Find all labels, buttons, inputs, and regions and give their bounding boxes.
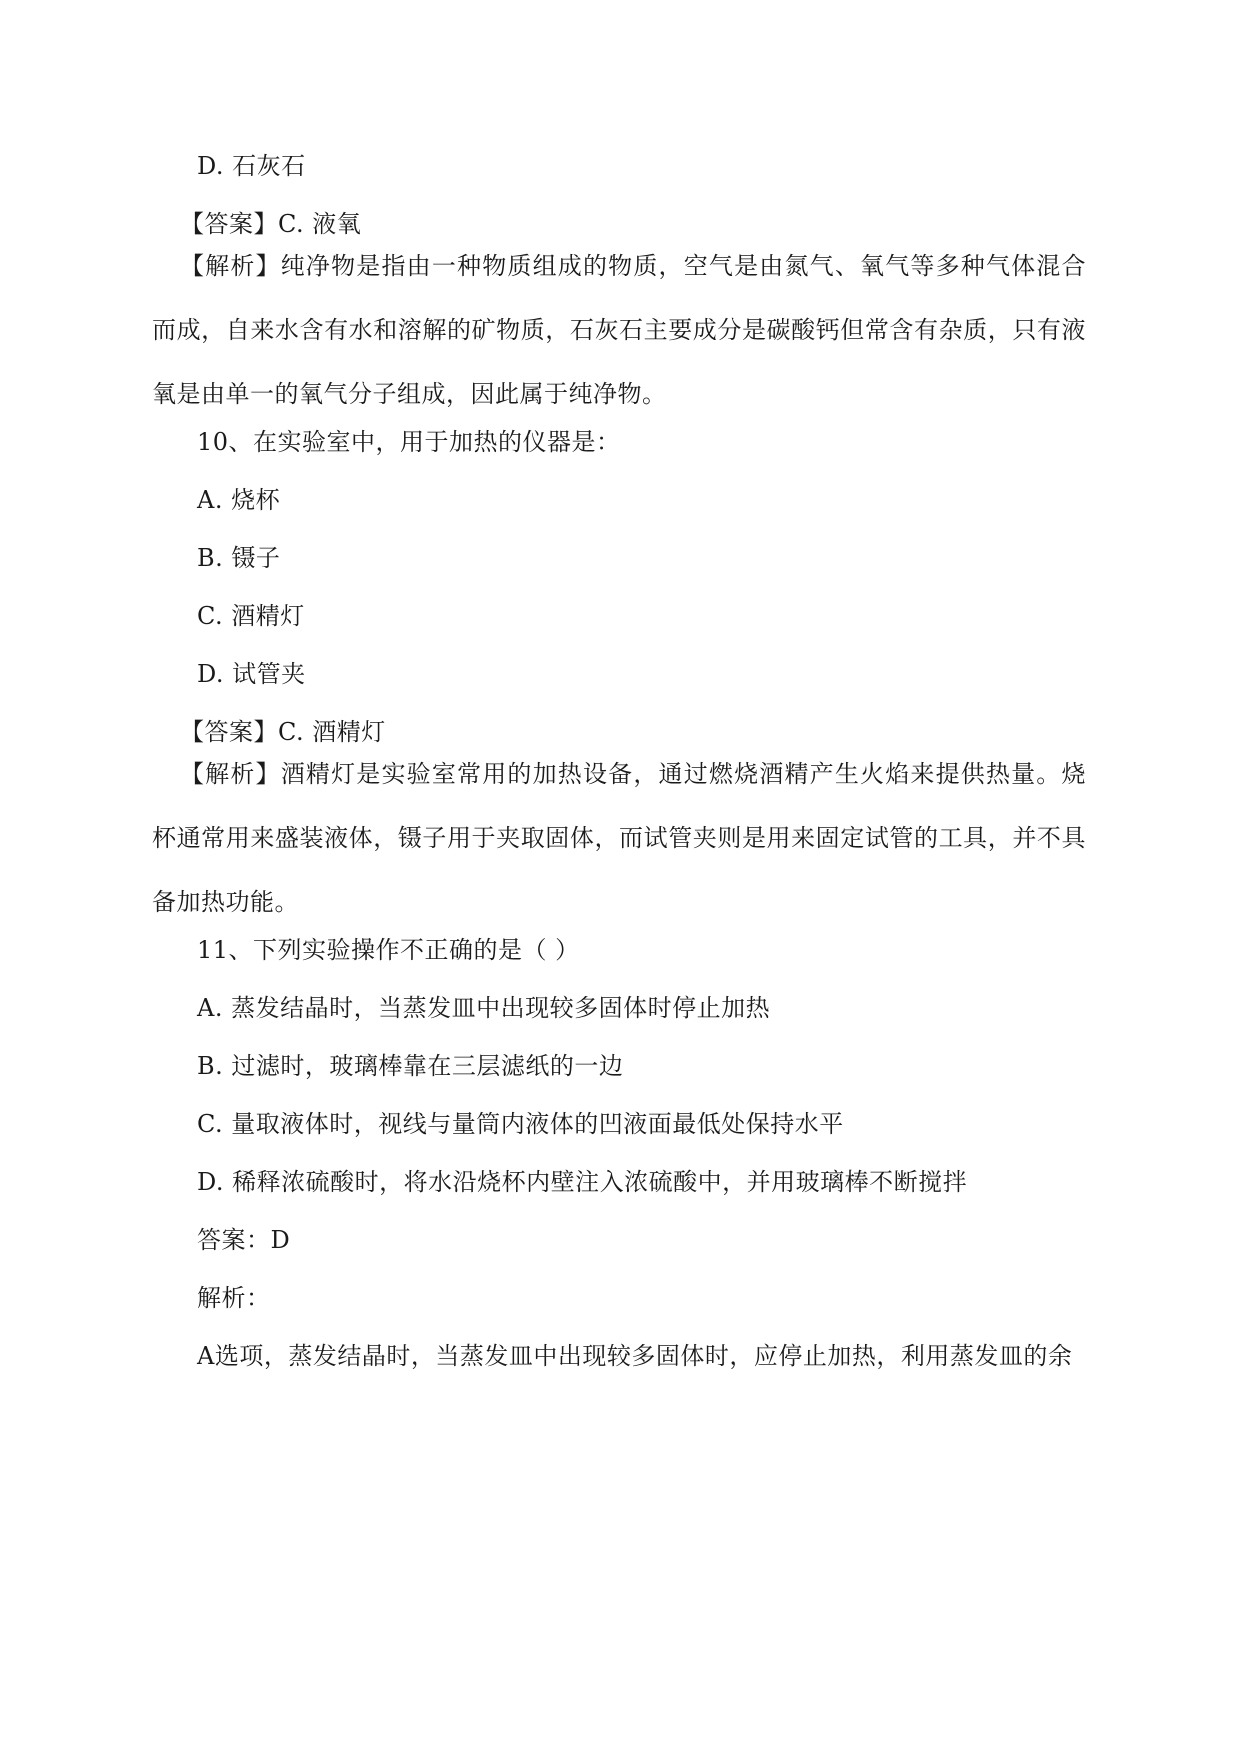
q11-analysis-label: 解析：	[197, 1284, 271, 1312]
q10-option-d: D. 试管夹	[197, 660, 306, 688]
q11-analysis-option-a: A选项，蒸发结晶时，当蒸发皿中出现较多固体时，应停止加热，利用蒸发皿的余	[197, 1342, 1073, 1370]
q10-analysis: 【解析】酒精灯是实验室常用的加热设备，通过燃烧酒精产生火焰来提供热量。烧杯通常用来盛装液体，镊子用于夹取固体，而试管夹则是用来固定试管的工具，并不具备加热功能。	[152, 760, 1086, 916]
q10-stem: 10、在实验室中，用于加热的仪器是：	[197, 428, 621, 456]
q11-option-d: D. 稀释浓硫酸时，将水沿烧杯内壁注入浓硫酸中，并用玻璃棒不断搅拌	[197, 1168, 968, 1196]
q10-option-b: B. 镊子	[197, 544, 281, 572]
q9-analysis: 【解析】纯净物是指由一种物质组成的物质，空气是由氮气、氧气等多种气体混合而成，自来水含有水和溶解的矿物质，石灰石主要成分是碳酸钙但常含有杂质，只有液氧是由单一的氧气分子组成，因此属于纯净物。	[152, 252, 1086, 408]
q11-option-a: A. 蒸发结晶时，当蒸发皿中出现较多固体时停止加热	[197, 994, 771, 1022]
q11-option-b: B. 过滤时，玻璃棒靠在三层滤纸的一边	[197, 1052, 624, 1080]
q9-answer: 【答案】C. 液氧	[180, 210, 362, 238]
q9-option-d: D. 石灰石	[197, 152, 306, 180]
q10-answer: 【答案】C. 酒精灯	[180, 718, 386, 746]
q11-option-c: C. 量取液体时，视线与量筒内液体的凹液面最低处保持水平	[197, 1110, 844, 1138]
q11-answer: 答案：D	[197, 1226, 291, 1254]
q11-stem: 11、下列实验操作不正确的是（ ）	[197, 936, 580, 964]
q10-option-c: C. 酒精灯	[197, 602, 305, 630]
q10-option-a: A. 烧杯	[197, 486, 281, 514]
